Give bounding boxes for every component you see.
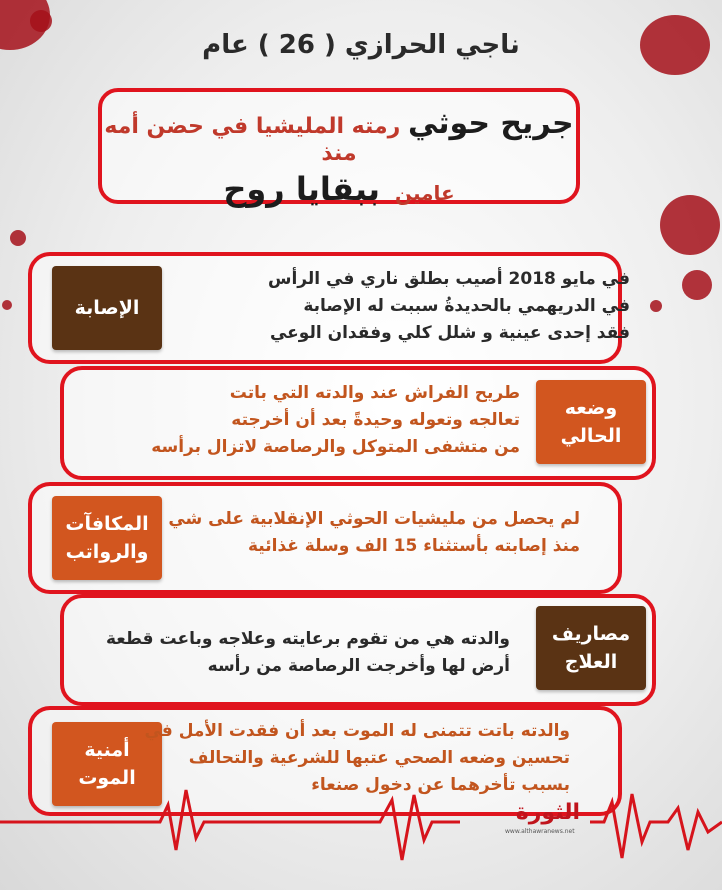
page-title: ناجي الحرازي ( 26 ) عام [202, 30, 520, 60]
tag-death-wish: أمنية الموت [52, 722, 162, 806]
tag-treatment: مصاريف العلاج [536, 606, 646, 690]
section-injury-text [268, 266, 630, 348]
text-line: فقد إحدى عينية و شلل كلي وفقدان الوعي [269, 323, 630, 344]
text-line: طريح الفراش عند والدته التي باتت [229, 383, 520, 403]
text-line: منذ إصابته بأستثناء 15 الف وسلة غذائية [248, 536, 580, 557]
tag-injury: الإصابة [52, 266, 162, 350]
text-line: والدته هي من تقوم برعايته وعلاجه وباعت قطعة [105, 629, 510, 649]
blood-splatter [30, 10, 52, 32]
heartbeat-path-left [0, 790, 460, 860]
headline-big: جريح حوثي [407, 106, 574, 141]
tag-compensation: المكافآت والرواتب [52, 496, 162, 580]
heartbeat-line [0, 780, 722, 890]
headline-red: عامين [394, 181, 455, 205]
blood-splatter [10, 230, 26, 246]
blood-splatter [660, 195, 720, 255]
section-treatment-text [106, 626, 510, 680]
section-current-text [151, 380, 520, 462]
text-line: والدته باتت تتمنى له الموت بعد أن فقدت الأمل في [144, 721, 570, 741]
tag-current: وضعه الحالي [536, 380, 646, 464]
blood-splatter [682, 270, 712, 300]
headline-big-2: ببقايا روح [223, 170, 380, 208]
heartbeat-path-right [590, 794, 722, 858]
althawra-logo: الثورة [515, 800, 580, 825]
logo-url: www.althawranews.net [505, 828, 575, 835]
section-compensation-text [168, 506, 580, 560]
text-line: في الدريهمي بالحديدةُ سببت له الإصابة [303, 296, 630, 317]
text-line: أرض لها وأخرجت الرصاصة من رأسه [207, 656, 510, 677]
text-line: من متشفى المتوكل والرصاصة لاتزال برأسه [151, 437, 520, 458]
text-line: تحسين وضعه الصحي عتبها للشرعية والتحالف [188, 748, 570, 769]
blood-splatter [2, 300, 12, 310]
text-line: بسبب تأخرهما عن دخول صنعاء [311, 775, 570, 796]
headline-line1 [102, 106, 576, 166]
headline-box [98, 88, 580, 208]
text-line: في مايو 2018 أصيب بطلق ناري في الرأس [268, 269, 630, 289]
text-line: تعالجه وتعوله وحيدةً بعد أن أخرجته [231, 410, 520, 431]
headline-line2 [102, 170, 576, 208]
text-line: لم يحصل من مليشيات الحوثي الإنقلابية على شي [168, 509, 580, 529]
headline-rest: رمته المليشيا في حضن أمه منذ [104, 114, 401, 166]
blood-splatter [650, 300, 662, 312]
